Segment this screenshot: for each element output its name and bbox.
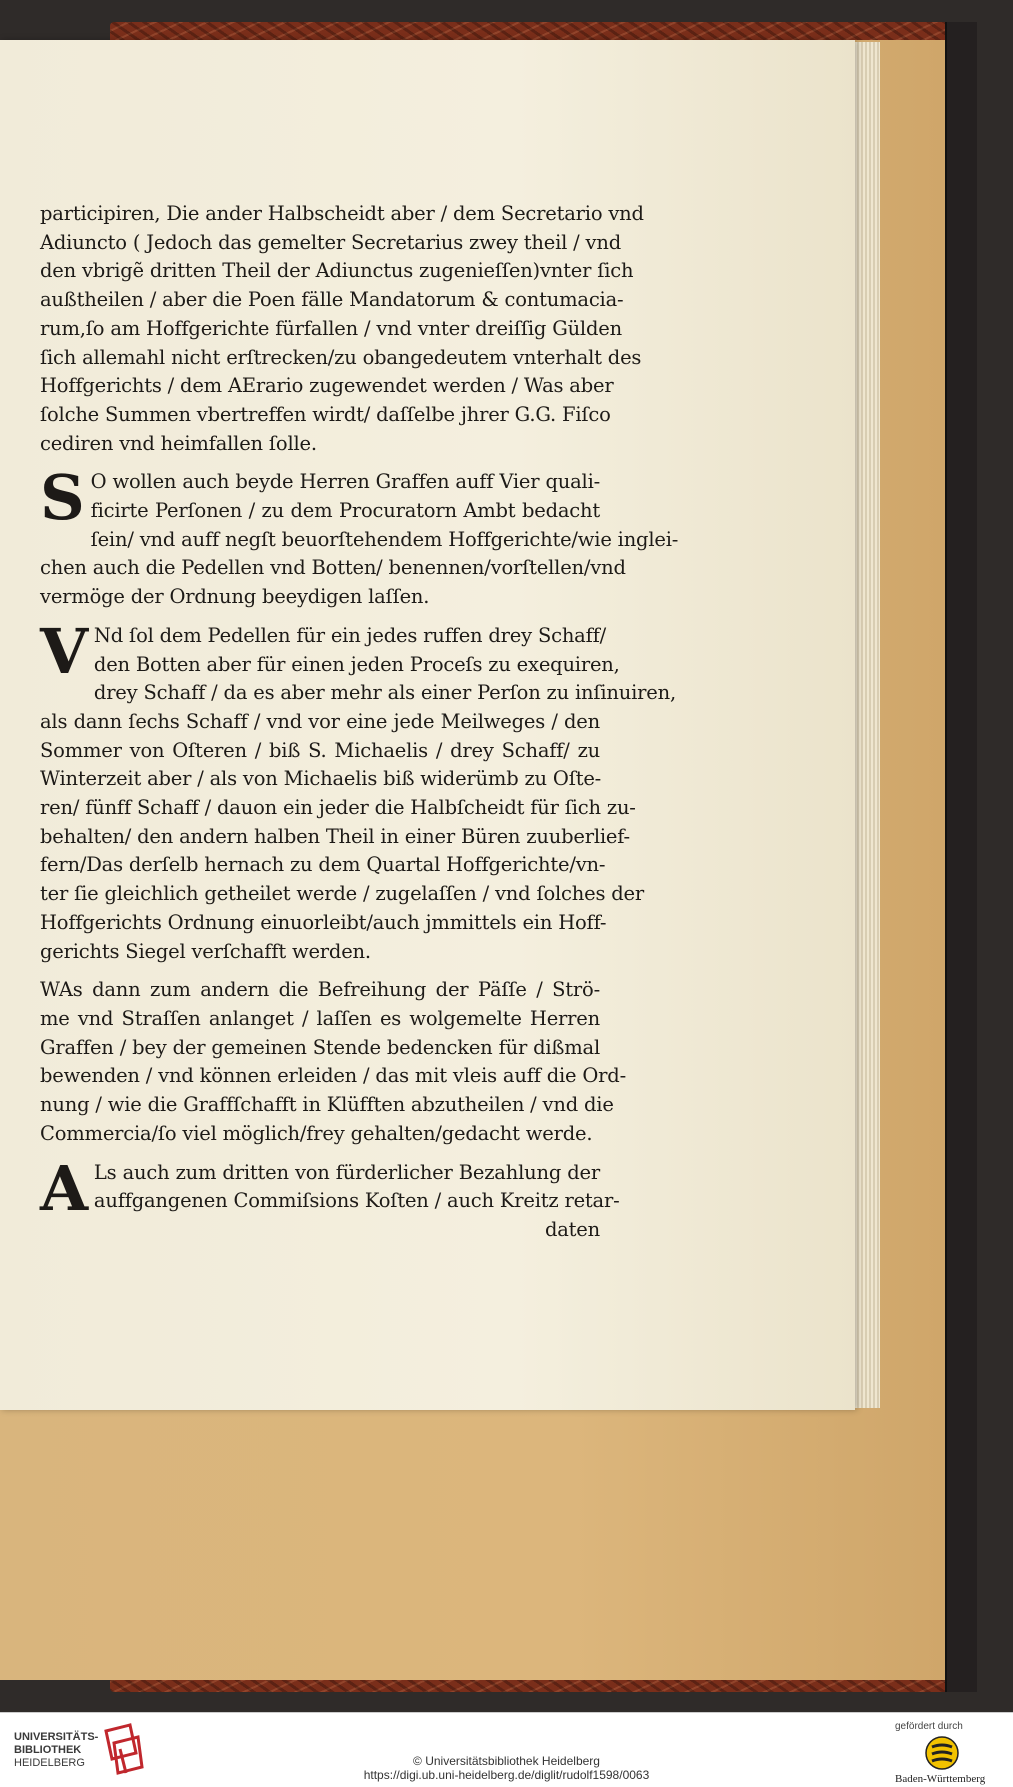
printed-page xyxy=(0,40,855,1410)
library-name-line: BIBLIOTHEK xyxy=(14,1744,82,1756)
cover-spine-edge xyxy=(945,22,977,1692)
paragraph xyxy=(40,614,676,966)
text-line: außtheilen / aber die Poen fälle Mandatorum & contumacia- xyxy=(40,288,624,312)
permalink-url[interactable]: https://digi.ub.uni-heidelberg.de/diglit/rudolf1598/0063 xyxy=(363,1768,650,1782)
text-line: ſich allemahl nicht erſtrecken/zu obangedeutem vnterhalt des xyxy=(40,345,642,369)
text-line: Hoffgerichts / dem AErario zugewendet werden / Was aber xyxy=(40,374,614,398)
drop-cap: A xyxy=(40,1151,88,1225)
text-line: Commercia/ſo viel möglich/frey gehalten/gedacht werde. xyxy=(40,1121,593,1145)
text-line: vermöge der Ordnung beeydigen laſſen. xyxy=(40,585,430,609)
text-line: gerichts Siegel verſchafft werden. xyxy=(40,939,371,963)
footer-bar xyxy=(0,1712,1013,1787)
text-line: chen auch die Pedellen vnd Botten/ benennen/vorſtellen/vnd xyxy=(40,556,626,580)
text-line: den Botten aber für einen jeden Proceſs zu exequiren, xyxy=(93,652,620,676)
text-line: ter ſie gleichlich getheilet werde / zugelaſſen / vnd ſolches der xyxy=(40,882,645,906)
drop-cap: V xyxy=(40,614,88,688)
text-line: WAs dann zum andern die Befreihung der Päſſe / Strö- xyxy=(40,978,600,1002)
text-line: fern/Das derſelb hernach zu dem Quartal Hoffgerichte/vn- xyxy=(40,853,606,877)
text-line: ren/ fünff Schaff / dauon ein jeder die Halbſcheidt für ſich zu- xyxy=(40,796,636,820)
text-line: als dann ſechs Schaff / vnd vor eine jede Meilweges / den xyxy=(40,709,600,733)
text-line: Hoffgerichts Ordnung einuorleibt/auch jmmittels ein Hoff- xyxy=(40,910,607,934)
text-line: rum,ſo am Hoffgerichte fürfallen / vnd vnter dreiſſig Gülden xyxy=(40,316,622,340)
text-line: Adiuncto ( Jedoch das gemelter Secretarius zwey theil / vnd xyxy=(40,230,621,254)
text-line: Nd ſol dem Pedellen für ein jedes ruffen drey Schaff/ xyxy=(93,623,607,647)
paragraph xyxy=(40,461,679,612)
text-line: nung / wie die Graffſchafft in Klüfften abzutheilen / vnd die xyxy=(40,1093,614,1117)
copyright-block xyxy=(0,1754,1013,1782)
text-line: behalten/ den andern halben Theil in einer Büren zuuberlief- xyxy=(40,824,630,848)
copyright-text: © Universitätsbibliothek Heidelberg xyxy=(413,1754,600,1768)
text-line: Sommer von Oſteren / biß S. Michaelis / drey Schaff/ zu xyxy=(40,738,600,762)
catchword: daten xyxy=(544,1217,600,1241)
text-line: O wollen auch beyde Herren Graffen auff Vier quali- xyxy=(90,470,600,494)
library-name-line: HEIDELBERG xyxy=(14,1757,85,1769)
text-line: Winterzeit aber / als von Michaelis biß widerümb zu Oſte- xyxy=(40,767,602,791)
text-line: ficirte Perſonen / zu dem Procuratorn Ambt bedacht xyxy=(90,499,600,523)
paragraph xyxy=(40,1151,620,1245)
text-line: Ls auch zum dritten von fürderlicher Bezahlung der xyxy=(93,1160,600,1184)
text-line: cediren vnd heimfallen ſolle. xyxy=(40,431,317,455)
text-line: bewenden / vnd können erleiden / das mit vleis auff die Ord- xyxy=(40,1064,626,1088)
drop-cap: S xyxy=(40,461,85,535)
text-line: ſolche Summen vbertreffen wirdt/ daſſelbe jhrer G.G. Fiſco xyxy=(40,402,611,426)
library-name-line: UNIVERSITÄTS- xyxy=(14,1731,99,1743)
paragraph xyxy=(40,976,626,1148)
text-line: me vnd Straſſen anlanget / laſſen es wolgemelte Herren xyxy=(40,1006,600,1030)
sponsor-label: gefördert durch xyxy=(895,1721,963,1732)
sponsor-name: Baden-Württemberg xyxy=(895,1773,986,1785)
baden-wuerttemberg-seal-icon xyxy=(924,1735,960,1771)
text-line: ſein/ vnd auff negſt beuorſtehendem Hoffgerichte/wie inglei- xyxy=(90,527,679,551)
text-line: participiren, Die ander Halbscheidt aber / dem Secretario vnd xyxy=(40,202,644,225)
text-line: Graffen / bey der gemeinen Stende bedencken für dißmal xyxy=(40,1035,600,1059)
page-text xyxy=(40,200,679,1255)
text-line: auffgangenen Commiſsions Koſten / auch Kreitz retar- xyxy=(93,1189,620,1213)
paragraph xyxy=(40,200,644,458)
text-line: den vbrigẽ dritten Theil der Adiunctus zugenieſſen)vnter ſich xyxy=(40,259,634,283)
text-line: drey Schaff / da es aber mehr als einer Perſon zu inſinuiren, xyxy=(93,681,676,705)
